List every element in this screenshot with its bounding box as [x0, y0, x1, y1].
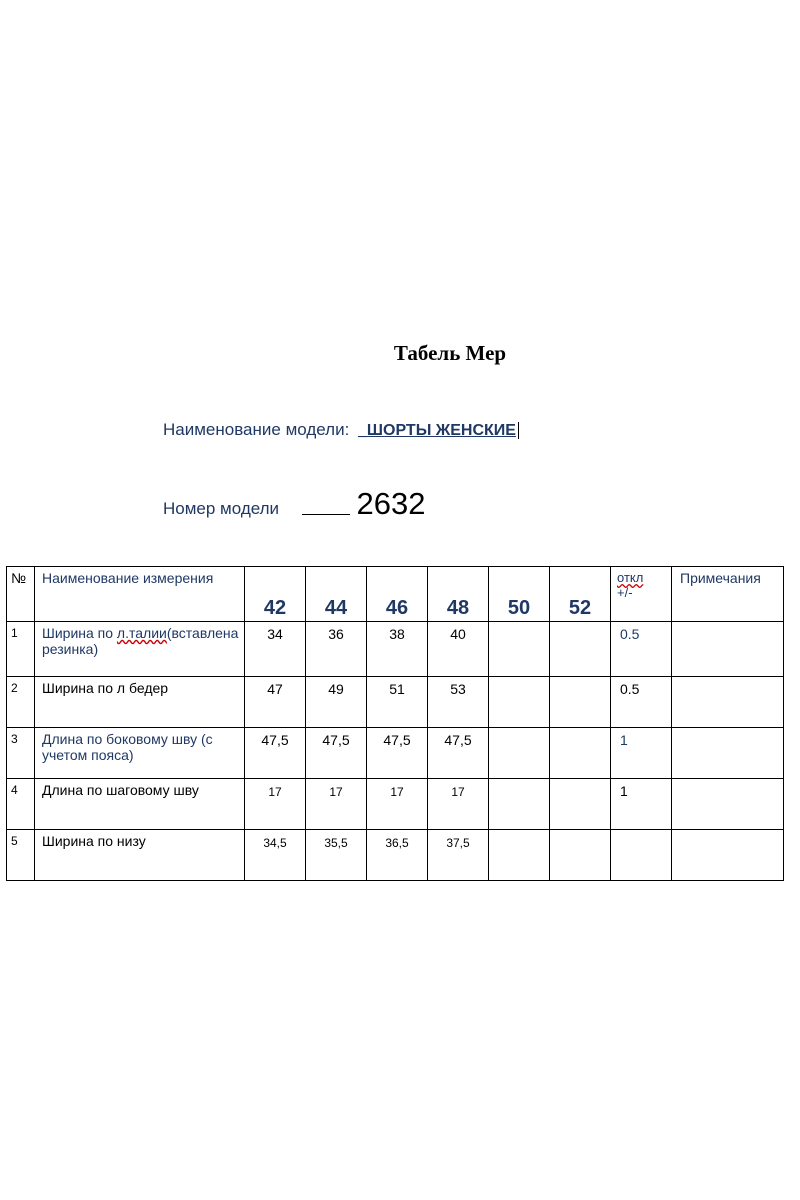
- value-tolerance: [611, 830, 672, 881]
- value-notes: [672, 830, 784, 881]
- value-size-48: 40: [428, 622, 489, 677]
- value-size-42: 34,5: [245, 830, 306, 881]
- row-name-part3: (вставлена резинка): [42, 625, 239, 657]
- value-size-52: [550, 830, 611, 881]
- page-title: Табель Мер: [393, 341, 507, 365]
- value-size-48: 53: [428, 677, 489, 728]
- table-row: [7, 728, 784, 779]
- row-measurement-name: Длина по шаговому шву: [35, 779, 245, 830]
- value-size-48: 17: [428, 779, 489, 830]
- model-number-label: Номер модели: [163, 499, 280, 518]
- header-size-52: 52: [550, 567, 611, 622]
- value-size-46: 38: [367, 622, 428, 677]
- value-size-52: [550, 622, 611, 677]
- value-tolerance: 0.5: [611, 677, 672, 728]
- value-size-44: 17: [306, 779, 367, 830]
- model-number-row: [163, 486, 425, 522]
- header-tolerance: [611, 567, 672, 622]
- header-tolerance-sign: +/-: [617, 585, 633, 600]
- value-size-48: 47,5: [428, 728, 489, 779]
- row-measurement-name: [35, 622, 245, 677]
- header-measurement-name: Наименование измерения: [35, 567, 245, 622]
- header-size-46: 46: [367, 567, 428, 622]
- value-size-44: 35,5: [306, 830, 367, 881]
- table-row: [7, 622, 784, 677]
- header-size-42: 42: [245, 567, 306, 622]
- value-size-46: 36,5: [367, 830, 428, 881]
- value-notes: [672, 779, 784, 830]
- value-size-44: 36: [306, 622, 367, 677]
- value-size-42: 17: [245, 779, 306, 830]
- table-row: [7, 830, 784, 881]
- header-notes: Примечания: [672, 567, 784, 622]
- value-size-46: 51: [367, 677, 428, 728]
- model-name-row: [163, 420, 519, 440]
- model-number-value: 2632: [356, 486, 426, 521]
- table-row: [7, 779, 784, 830]
- row-name-part2: л.талии: [116, 625, 167, 641]
- row-number: 4: [7, 779, 35, 830]
- value-size-50: [489, 779, 550, 830]
- model-name-label: Наименование модели:: [163, 420, 350, 439]
- row-number: 5: [7, 830, 35, 881]
- row-number: 2: [7, 677, 35, 728]
- header-size-48: 48: [428, 567, 489, 622]
- value-size-50: [489, 677, 550, 728]
- value-tolerance: 0.5: [611, 622, 672, 677]
- value-size-44: 49: [306, 677, 367, 728]
- row-number: 1: [7, 622, 35, 677]
- value-tolerance: 1: [611, 728, 672, 779]
- table-header-row: [7, 567, 784, 622]
- header-tolerance-label: откл: [617, 570, 644, 585]
- header-number: №: [7, 567, 35, 622]
- value-size-52: [550, 677, 611, 728]
- header-size-50: 50: [489, 567, 550, 622]
- value-size-50: [489, 728, 550, 779]
- value-notes: [672, 622, 784, 677]
- value-notes: [672, 677, 784, 728]
- value-size-46: 47,5: [367, 728, 428, 779]
- value-size-46: 17: [367, 779, 428, 830]
- value-size-42: 34: [245, 622, 306, 677]
- header-size-44: 44: [306, 567, 367, 622]
- model-number-underline: [302, 514, 350, 515]
- row-measurement-name: Ширина по л бедер: [35, 677, 245, 728]
- value-size-50: [489, 830, 550, 881]
- model-name-value: _ШОРТЫ ЖЕНСКИЕ: [358, 422, 519, 439]
- value-size-42: 47: [245, 677, 306, 728]
- table-row: [7, 677, 784, 728]
- value-size-42: 47,5: [245, 728, 306, 779]
- value-size-44: 47,5: [306, 728, 367, 779]
- value-tolerance: 1: [611, 779, 672, 830]
- row-number: 3: [7, 728, 35, 779]
- row-measurement-name: Длина по боковому шву (с учетом пояса): [35, 728, 245, 779]
- row-name-part1: Ширина по: [42, 625, 117, 641]
- value-size-52: [550, 728, 611, 779]
- value-size-48: 37,5: [428, 830, 489, 881]
- value-size-52: [550, 779, 611, 830]
- measurements-table: [6, 566, 784, 881]
- row-measurement-name: Ширина по низу: [35, 830, 245, 881]
- value-notes: [672, 728, 784, 779]
- value-size-50: [489, 622, 550, 677]
